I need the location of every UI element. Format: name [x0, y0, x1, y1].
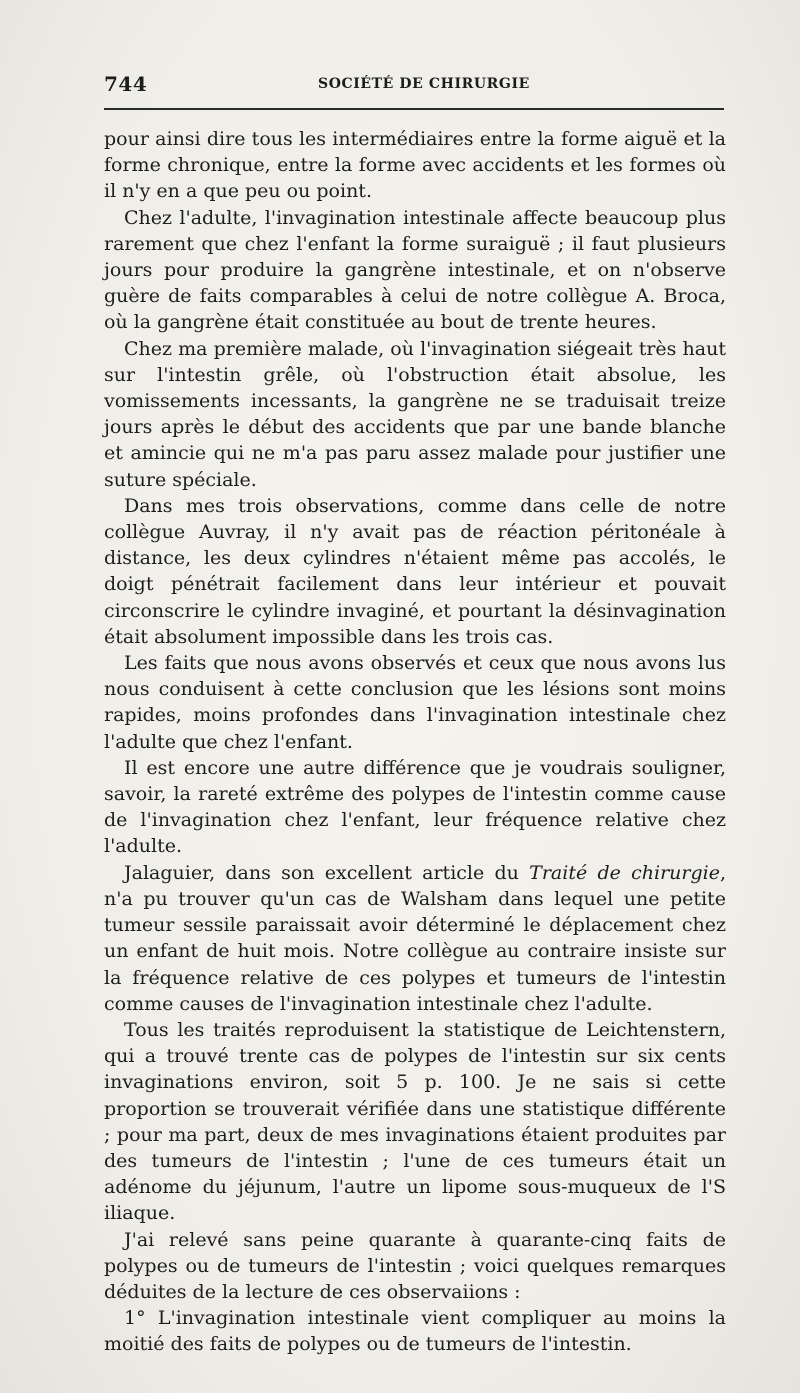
- paragraph-3: Chez ma première malade, où l'invagination siégeait très haut sur l'intestin grêle, où l'obstruction était absolue, les vomissements incessants, la gangrène ne se traduisait treize jours après le début des accidents que par une bande blanche et amincie qui ne m'a pas paru assez malade pour justifier une suture spéciale.: [104, 337, 726, 491]
- paragraph-6: Il est encore une autre différence que je voudrais souligner, savoir, la rareté extrême des polypes de l'intestin comme cause de l'invagination chez l'enfant, leur fréquence relative chez l'adulte.: [104, 756, 726, 858]
- paragraph-7: [104, 860, 726, 1017]
- body-text: [104, 126, 726, 1358]
- paragraph-7-text-after: , n'a pu trouver qu'un cas de Walsham dans lequel une petite tumeur sessile paraissait avoir déterminé le déplacement chez un enfant de huit mois. Notre collègue au contraire insiste sur la fréquence relative de ces polypes et tumeurs de l'intestin comme causes de l'invagination intestinale chez l'adulte.: [104, 861, 727, 1015]
- paragraph-8: Tous les traités reproduisent la statistique de Leichtenstern, qui a trouvé trente cas de polypes de l'intestin sur six cents invaginations environ, soit 5 p. 100. Je ne sais si cette proportion se trouverait vérifiée dans une statistique différente ; pour ma part, deux de mes invaginations étaient produites par des tumeurs de l'intestin ; l'une de ces tumeurs était un adénome du jéjunum, l'autre un lipome sous-muqueux de l'S iliaque.: [104, 1018, 726, 1225]
- paragraph-5: Les faits que nous avons observés et ceux que nous avons lus nous conduisent à cette conclusion que les lésions sont moins rapides, moins profondes dans l'invagination intestinale chez l'adulte que chez l'enfant.: [104, 652, 726, 753]
- page-header: [104, 66, 724, 102]
- paragraph-2: Chez l'adulte, l'invagination intestinale affecte beaucoup plus rarement que chez l'enfant la forme suraiguë ; il faut plusieurs jours pour produire la gangrène intestinale, et on n'observe guère de faits comparables à celui de notre collègue A. Broca, où la gangrène était constituée au bout de trente heures.: [104, 206, 726, 334]
- paragraph-1: pour ainsi dire tous les intermédiaires entre la forme aiguë et la forme chronique, entre la forme avec accidents et les formes où il n'y en a que peu ou point.: [104, 128, 726, 203]
- page-number: 744: [104, 72, 148, 96]
- header-rule: [104, 108, 724, 110]
- paragraph-4: Dans mes trois observations, comme dans celle de notre collègue Auvray, il n'y avait pas de réaction péritonéale à distance, les deux cylindres n'étaient même pas accolés, le doigt pénétrait facilement dans leur intérieur et pouvait circonscrire le cylindre invaginé, et pourtant la désinvagination était absolument impossible dans les trois cas.: [104, 494, 726, 648]
- running-title: SOCIÉTÉ DE CHIRURGIE: [318, 76, 530, 92]
- paragraph-10: 1° L'invagination intestinale vient compliquer au moins la moitié des faits de polypes ou de tumeurs de l'intestin.: [104, 1307, 726, 1356]
- book-title-italic: Traité de chirurgie: [529, 861, 720, 884]
- paragraph-7-text-before: Jalaguier, dans son excellent article du: [124, 861, 530, 884]
- paragraph-9: J'ai relevé sans peine quarante à quarante-cinq faits de polypes ou de tumeurs de l'intestin ; voici quelques remarques déduites de la lecture de ces observaiions :: [104, 1228, 726, 1303]
